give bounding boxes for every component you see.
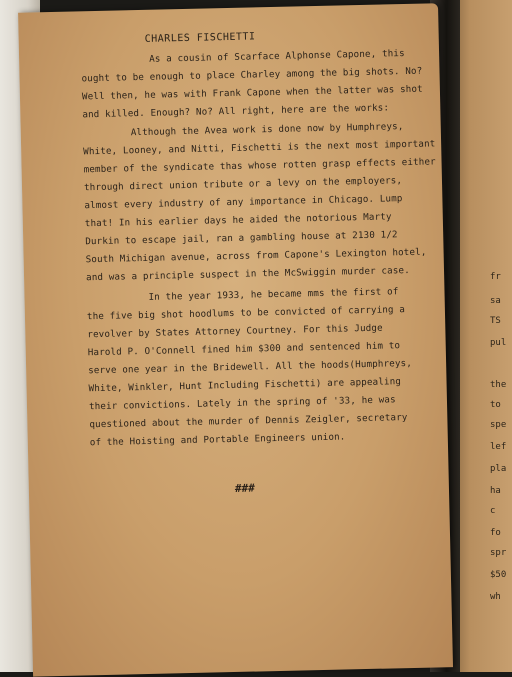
- adjacent-page: [452, 0, 512, 672]
- text-line: almost every industry of any importance in Chicago. Lump: [84, 193, 403, 212]
- adjacent-page-fragment: spe: [490, 420, 507, 430]
- text-line: and killed. Enough? No? All right, here are the works:: [82, 102, 390, 121]
- adjacent-page-fragment: ha: [490, 486, 501, 496]
- adjacent-page-fragment: TS: [490, 316, 501, 326]
- text-line: Although the Avea work is done now by Humphreys,: [130, 121, 404, 139]
- end-mark: ###: [234, 481, 255, 495]
- text-line: Durkin to escape jail, ran a gambling house at 2130 1/2: [85, 229, 398, 248]
- adjacent-page-fragment: c: [490, 506, 496, 516]
- text-line: White, Looney, and Nitti, Fischetti is the next most important: [83, 138, 436, 158]
- text-line: Harold P. O'Connell fined him $300 and sentenced him to: [87, 340, 401, 359]
- adjacent-page-fragment: pla: [490, 464, 507, 474]
- adjacent-page-fragment: to: [490, 400, 501, 410]
- adjacent-page-fragment: lef: [490, 442, 507, 452]
- text-line: of the Hoisting and Portable Engineers union.: [89, 431, 346, 449]
- adjacent-page-fragment: pul: [490, 338, 507, 348]
- text-line: serve one year in the Bridewell. All the hoods(Humphreys,: [88, 357, 413, 377]
- adjacent-page-fragment: wh: [490, 592, 501, 602]
- text-line: and was a principle suspect in the McSwiggin murder case.: [85, 264, 410, 284]
- adjacent-page-fragment: spr: [490, 548, 507, 558]
- text-line: member of the syndicate thas whose rotten grasp effects either: [83, 156, 436, 176]
- adjacent-page-fragment: the: [490, 380, 507, 390]
- text-line: White, Winkler, Hunt Including Fischetti) are appealing: [88, 376, 402, 395]
- text-line: Well then, he was with Frank Capone when the latter was shot: [81, 83, 423, 103]
- text-line: the five big shot hoodlums to be convicted of carrying a: [86, 304, 406, 323]
- typed-document-page: [18, 3, 453, 676]
- text-line: questioned about the murder of Dennis Zeigler, secretary: [89, 412, 408, 431]
- adjacent-page-fragment: fo: [490, 528, 501, 538]
- document-title: CHARLES FISCHETTI: [144, 31, 256, 45]
- text-line: In the year 1933, he became mms the first of: [148, 286, 399, 303]
- text-line: ought to be enough to place Charley among the big shots. No?: [81, 65, 423, 85]
- text-line: As a cousin of Scarface Alphonse Capone, this: [149, 48, 405, 65]
- text-line: that! In his earlier days he aided the notorious Marty: [84, 211, 392, 230]
- text-line: South Michigan avenue, across from Capone's Lexington hotel,: [85, 246, 427, 266]
- text-line: revolver by States Attorney Courtney. For this Judge: [87, 322, 383, 341]
- adjacent-page-fragment: $50: [490, 570, 507, 580]
- text-line: their convictions. Lately in the spring of '33, he was: [88, 394, 396, 413]
- adjacent-page-fragment: fr: [490, 272, 501, 282]
- adjacent-page-fragment: sa: [490, 296, 501, 306]
- text-line: through direct union tribute or a levy on the employers,: [83, 175, 403, 194]
